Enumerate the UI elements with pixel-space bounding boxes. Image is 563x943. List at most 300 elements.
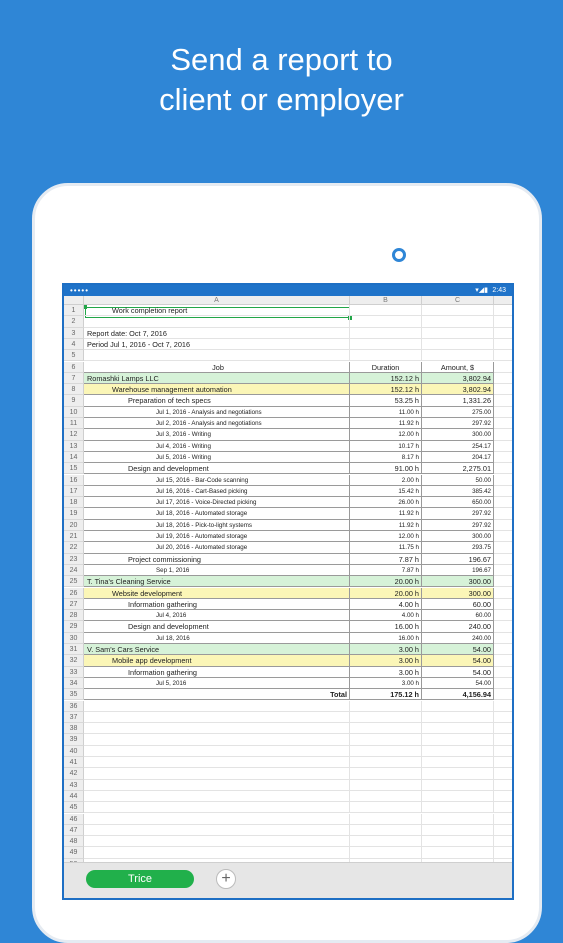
cell-a[interactable]: [84, 768, 350, 779]
cell-b[interactable]: 7.87 h: [350, 554, 422, 565]
cell-c[interactable]: 54.00: [422, 644, 494, 655]
row-number[interactable]: 4: [64, 339, 84, 350]
cell-d[interactable]: [494, 768, 514, 779]
cell-c[interactable]: 196.67: [422, 554, 494, 565]
cell-c[interactable]: 54.00: [422, 678, 494, 689]
cell-c[interactable]: [422, 780, 494, 791]
cell-d[interactable]: [494, 734, 514, 745]
cell-d[interactable]: [494, 780, 514, 791]
row-number[interactable]: 42: [64, 768, 84, 779]
cell-a[interactable]: Warehouse management automation: [84, 384, 350, 395]
cell-b[interactable]: [350, 836, 422, 847]
cell-d[interactable]: [494, 791, 514, 802]
cell-d[interactable]: [494, 441, 514, 452]
cell-d[interactable]: [494, 802, 514, 813]
cell-c[interactable]: 297.92: [422, 418, 494, 429]
table-row: [64, 746, 512, 757]
cell-a[interactable]: Jul 18, 2016 - Automated storage: [84, 508, 350, 519]
cell-b[interactable]: 16.00 h: [350, 633, 422, 644]
row-number[interactable]: 17: [64, 486, 84, 497]
row-number[interactable]: 38: [64, 723, 84, 734]
cell-c[interactable]: 385.42: [422, 486, 494, 497]
row-number[interactable]: 48: [64, 836, 84, 847]
cell-a[interactable]: [84, 316, 350, 327]
cell-a[interactable]: Design and development: [84, 621, 350, 632]
row-number[interactable]: 44: [64, 791, 84, 802]
cell-b[interactable]: [350, 316, 422, 327]
row-number[interactable]: 43: [64, 780, 84, 791]
cell-c[interactable]: [422, 791, 494, 802]
cell-d[interactable]: [494, 384, 514, 395]
cell-c[interactable]: 240.00: [422, 633, 494, 644]
table-row: [64, 384, 512, 395]
cell-b[interactable]: 3.00 h: [350, 678, 422, 689]
cell-c[interactable]: [422, 350, 494, 361]
cell-a[interactable]: Sep 1, 2016: [84, 565, 350, 576]
cell-c[interactable]: [422, 802, 494, 813]
cell-c[interactable]: 300.00: [422, 588, 494, 599]
table-row: [64, 633, 512, 644]
column-header-b[interactable]: B: [350, 296, 422, 305]
cell-b[interactable]: 11.75 h: [350, 542, 422, 553]
cell-d[interactable]: [494, 847, 514, 858]
cell-d[interactable]: [494, 814, 514, 825]
cell-d[interactable]: [494, 554, 514, 565]
cell-a[interactable]: [84, 746, 350, 757]
cell-a[interactable]: Period Jul 1, 2016 - Oct 7, 2016: [84, 339, 350, 350]
cell-b[interactable]: 10.17 h: [350, 441, 422, 452]
cell-b[interactable]: [350, 305, 422, 316]
cell-d[interactable]: [494, 418, 514, 429]
cell-c[interactable]: 240.00: [422, 621, 494, 632]
row-number[interactable]: 22: [64, 542, 84, 553]
cell-a[interactable]: Jul 1, 2016 - Analysis and negotiations: [84, 407, 350, 418]
cell-c[interactable]: 3,802.94: [422, 373, 494, 384]
table-row: [64, 486, 512, 497]
cell-b[interactable]: 20.00 h: [350, 588, 422, 599]
cell-b[interactable]: [350, 712, 422, 723]
status-time: 2:43: [492, 287, 506, 294]
cell-b[interactable]: 3.00 h: [350, 655, 422, 666]
cell-a[interactable]: Jul 4, 2016 - Writing: [84, 441, 350, 452]
cell-d[interactable]: [494, 508, 514, 519]
cell-a[interactable]: Mobile app development: [84, 655, 350, 666]
row-number[interactable]: 7: [64, 373, 84, 384]
cell-a[interactable]: Romashki Lamps LLC: [84, 373, 350, 384]
cell-d[interactable]: [494, 542, 514, 553]
cell-b[interactable]: 11.92 h: [350, 418, 422, 429]
cell-c[interactable]: [422, 768, 494, 779]
signal-battery-icon: ▾◢▮: [475, 287, 488, 294]
cell-c[interactable]: 300.00: [422, 429, 494, 440]
cell-d[interactable]: [494, 701, 514, 712]
table-row: [64, 497, 512, 508]
table-row: [64, 814, 512, 825]
cell-d[interactable]: [494, 689, 514, 700]
cell-b[interactable]: Duration: [350, 362, 422, 373]
cell-d[interactable]: [494, 316, 514, 327]
cell-c[interactable]: 60.00: [422, 599, 494, 610]
row-number[interactable]: 27: [64, 599, 84, 610]
cell-a[interactable]: Jul 20, 2016 - Automated storage: [84, 542, 350, 553]
cell-c[interactable]: 297.92: [422, 508, 494, 519]
cell-d[interactable]: [494, 678, 514, 689]
cell-d[interactable]: [494, 610, 514, 621]
cell-c[interactable]: [422, 847, 494, 858]
cell-d[interactable]: [494, 565, 514, 576]
cell-a[interactable]: Jul 18, 2016: [84, 633, 350, 644]
cell-c[interactable]: [422, 746, 494, 757]
row-number[interactable]: 31: [64, 644, 84, 655]
cell-a[interactable]: Jul 3, 2016 - Writing: [84, 429, 350, 440]
cell-b[interactable]: [350, 746, 422, 757]
cell-b[interactable]: [350, 328, 422, 339]
row-number[interactable]: 39: [64, 734, 84, 745]
row-number[interactable]: 49: [64, 847, 84, 858]
cell-d[interactable]: [494, 497, 514, 508]
corner-header[interactable]: [64, 296, 84, 305]
cell-a[interactable]: [84, 712, 350, 723]
row-number[interactable]: 9: [64, 395, 84, 406]
cell-c[interactable]: 293.75: [422, 542, 494, 553]
cell-a[interactable]: Website development: [84, 588, 350, 599]
cell-a[interactable]: [84, 836, 350, 847]
cell-b[interactable]: 12.00 h: [350, 429, 422, 440]
cell-a[interactable]: Jul 4, 2016: [84, 610, 350, 621]
cell-c[interactable]: 204.17: [422, 452, 494, 463]
headline-line-2: client or employer: [159, 82, 404, 117]
cell-d[interactable]: [494, 576, 514, 587]
cell-b[interactable]: 4.00 h: [350, 599, 422, 610]
column-header-a[interactable]: A: [84, 296, 350, 305]
add-sheet-button[interactable]: +: [216, 869, 236, 889]
table-row: [64, 316, 512, 327]
row-number[interactable]: 34: [64, 678, 84, 689]
cell-d[interactable]: [494, 621, 514, 632]
cell-b[interactable]: [350, 791, 422, 802]
table-row: [64, 825, 512, 836]
table-row: [64, 305, 512, 316]
cell-d[interactable]: [494, 305, 514, 316]
cell-b[interactable]: [350, 701, 422, 712]
cell-a[interactable]: [84, 814, 350, 825]
row-number[interactable]: 25: [64, 576, 84, 587]
cell-c[interactable]: [422, 701, 494, 712]
cell-c[interactable]: [422, 723, 494, 734]
cell-b[interactable]: 12.00 h: [350, 531, 422, 542]
table-row: [64, 599, 512, 610]
cell-d[interactable]: [494, 644, 514, 655]
cell-b[interactable]: [350, 734, 422, 745]
cell-d[interactable]: [494, 475, 514, 486]
cell-c[interactable]: [422, 328, 494, 339]
cell-d[interactable]: [494, 520, 514, 531]
row-number[interactable]: 45: [64, 802, 84, 813]
cell-c[interactable]: 50.00: [422, 475, 494, 486]
table-row: [64, 395, 512, 406]
row-number[interactable]: 33: [64, 667, 84, 678]
cell-d[interactable]: [494, 588, 514, 599]
cell-b[interactable]: [350, 339, 422, 350]
cell-c[interactable]: [422, 825, 494, 836]
row-number[interactable]: 20: [64, 520, 84, 531]
table-row: [64, 508, 512, 519]
table-row: [64, 407, 512, 418]
row-number[interactable]: 13: [64, 441, 84, 452]
cell-d[interactable]: [494, 712, 514, 723]
row-number[interactable]: 26: [64, 588, 84, 599]
cell-d[interactable]: [494, 667, 514, 678]
cell-c[interactable]: [422, 757, 494, 768]
row-number[interactable]: 32: [64, 655, 84, 666]
cell-a[interactable]: [84, 757, 350, 768]
cell-a[interactable]: Jul 19, 2016 - Automated storage: [84, 531, 350, 542]
cell-d[interactable]: [494, 486, 514, 497]
cell-b[interactable]: 11.92 h: [350, 520, 422, 531]
table-row: [64, 678, 512, 689]
cell-d[interactable]: [494, 429, 514, 440]
cell-b[interactable]: 152.12 h: [350, 373, 422, 384]
headline: [0, 40, 563, 120]
table-row: [64, 836, 512, 847]
row-number[interactable]: 11: [64, 418, 84, 429]
cell-b[interactable]: 16.00 h: [350, 621, 422, 632]
cell-a[interactable]: Jul 16, 2016 - Cart-Based picking: [84, 486, 350, 497]
cell-b[interactable]: [350, 825, 422, 836]
cell-b[interactable]: [350, 723, 422, 734]
cell-c[interactable]: 60.00: [422, 610, 494, 621]
cell-c[interactable]: [422, 814, 494, 825]
cell-b[interactable]: [350, 814, 422, 825]
row-number[interactable]: 47: [64, 825, 84, 836]
headline-line-1: Send a report to: [170, 42, 393, 77]
table-row: [64, 576, 512, 587]
row-number[interactable]: 14: [64, 452, 84, 463]
row-number[interactable]: 16: [64, 475, 84, 486]
table-row: [64, 610, 512, 621]
table-row: [64, 655, 512, 666]
table-row: [64, 689, 512, 700]
cell-a[interactable]: Jul 5, 2016 - Writing: [84, 452, 350, 463]
cell-b[interactable]: 11.92 h: [350, 508, 422, 519]
cell-d[interactable]: [494, 757, 514, 768]
cell-c[interactable]: [422, 836, 494, 847]
cell-d[interactable]: [494, 531, 514, 542]
cell-b[interactable]: 4.00 h: [350, 610, 422, 621]
table-row: [64, 802, 512, 813]
cell-b[interactable]: 11.00 h: [350, 407, 422, 418]
cell-c[interactable]: [422, 712, 494, 723]
cell-c[interactable]: Amount, $: [422, 362, 494, 373]
cell-c[interactable]: 254.17: [422, 441, 494, 452]
cell-c[interactable]: 1,331.26: [422, 395, 494, 406]
cell-c[interactable]: 54.00: [422, 655, 494, 666]
cell-c[interactable]: 297.92: [422, 520, 494, 531]
cell-b[interactable]: 3.00 h: [350, 644, 422, 655]
cell-b[interactable]: 15.42 h: [350, 486, 422, 497]
cell-a[interactable]: Total: [84, 689, 350, 700]
row-number[interactable]: 15: [64, 463, 84, 474]
cell-a[interactable]: [84, 791, 350, 802]
cell-a[interactable]: Job: [84, 362, 350, 373]
cell-c[interactable]: 275.00: [422, 407, 494, 418]
row-number[interactable]: 2: [64, 316, 84, 327]
sheet-tab-trice[interactable]: Trice: [86, 870, 194, 888]
cell-c[interactable]: 650.00: [422, 497, 494, 508]
table-row: [64, 362, 512, 373]
row-number[interactable]: 1: [64, 305, 84, 316]
table-row: [64, 565, 512, 576]
row-number[interactable]: 35: [64, 689, 84, 700]
row-number[interactable]: 12: [64, 429, 84, 440]
cell-a[interactable]: T. Tina's Cleaning Service: [84, 576, 350, 587]
cell-a[interactable]: Report date: Oct 7, 2016: [84, 328, 350, 339]
row-number[interactable]: 19: [64, 508, 84, 519]
row-number[interactable]: 8: [64, 384, 84, 395]
cell-d[interactable]: [494, 350, 514, 361]
cell-a[interactable]: Work completion report: [84, 305, 350, 316]
cell-d[interactable]: [494, 452, 514, 463]
cell-a[interactable]: [84, 780, 350, 791]
table-row: [64, 542, 512, 553]
table-row: [64, 350, 512, 361]
row-number[interactable]: 6: [64, 362, 84, 373]
cell-a[interactable]: [84, 847, 350, 858]
row-number[interactable]: 23: [64, 554, 84, 565]
row-number[interactable]: 10: [64, 407, 84, 418]
cell-b[interactable]: [350, 350, 422, 361]
cell-a[interactable]: Jul 18, 2016 - Pick-to-light systems: [84, 520, 350, 531]
cell-a[interactable]: Preparation of tech specs: [84, 395, 350, 406]
table-row: [64, 554, 512, 565]
table-row: [64, 520, 512, 531]
cell-a[interactable]: Jul 17, 2016 - Voice-Directed picking: [84, 497, 350, 508]
cell-b[interactable]: 26.00 h: [350, 497, 422, 508]
cell-a[interactable]: [84, 734, 350, 745]
cell-d[interactable]: [494, 373, 514, 384]
row-number[interactable]: 30: [64, 633, 84, 644]
row-number[interactable]: 29: [64, 621, 84, 632]
row-number[interactable]: 46: [64, 814, 84, 825]
cell-a[interactable]: [84, 723, 350, 734]
cell-a[interactable]: Jul 2, 2016 - Analysis and negotiations: [84, 418, 350, 429]
table-row: [64, 373, 512, 384]
status-bar: [64, 285, 512, 296]
cell-d[interactable]: [494, 825, 514, 836]
cell-b[interactable]: 53.25 h: [350, 395, 422, 406]
row-number[interactable]: 5: [64, 350, 84, 361]
table-row: [64, 723, 512, 734]
cell-d[interactable]: [494, 463, 514, 474]
cell-c[interactable]: 3,802.94: [422, 384, 494, 395]
table-row: [64, 780, 512, 791]
table-row: [64, 418, 512, 429]
row-number[interactable]: 3: [64, 328, 84, 339]
cell-b[interactable]: [350, 768, 422, 779]
table-row: [64, 734, 512, 745]
cell-b[interactable]: [350, 847, 422, 858]
cell-d[interactable]: [494, 746, 514, 757]
cell-d[interactable]: [494, 328, 514, 339]
cell-a[interactable]: Information gathering: [84, 667, 350, 678]
row-number[interactable]: 28: [64, 610, 84, 621]
table-row: [64, 463, 512, 474]
cell-b[interactable]: [350, 802, 422, 813]
table-row: [64, 339, 512, 350]
cell-c[interactable]: 300.00: [422, 576, 494, 587]
cell-d[interactable]: [494, 599, 514, 610]
table-row: [64, 588, 512, 599]
cell-c[interactable]: 196.67: [422, 565, 494, 576]
cell-b[interactable]: 2.00 h: [350, 475, 422, 486]
cell-c[interactable]: [422, 316, 494, 327]
row-number[interactable]: 40: [64, 746, 84, 757]
cell-b[interactable]: 3.00 h: [350, 667, 422, 678]
cell-d[interactable]: [494, 362, 514, 373]
cell-c[interactable]: 2,275.01: [422, 463, 494, 474]
table-row: [64, 791, 512, 802]
table-row: [64, 712, 512, 723]
cell-c[interactable]: [422, 339, 494, 350]
cell-b[interactable]: 20.00 h: [350, 576, 422, 587]
cell-d[interactable]: [494, 407, 514, 418]
table-row: [64, 768, 512, 779]
cell-a[interactable]: [84, 825, 350, 836]
row-number[interactable]: 41: [64, 757, 84, 768]
cell-c[interactable]: 54.00: [422, 667, 494, 678]
row-number[interactable]: 36: [64, 701, 84, 712]
row-number[interactable]: 37: [64, 712, 84, 723]
cell-b[interactable]: 152.12 h: [350, 384, 422, 395]
cell-a[interactable]: V. Sam's Cars Service: [84, 644, 350, 655]
cell-b[interactable]: 7.87 h: [350, 565, 422, 576]
cell-b[interactable]: 91.00 h: [350, 463, 422, 474]
camera-icon: [392, 248, 406, 262]
cell-c[interactable]: 300.00: [422, 531, 494, 542]
row-number[interactable]: 18: [64, 497, 84, 508]
cell-a[interactable]: Design and development: [84, 463, 350, 474]
cell-a[interactable]: [84, 802, 350, 813]
cell-c[interactable]: [422, 734, 494, 745]
cell-d[interactable]: [494, 395, 514, 406]
cell-d[interactable]: [494, 723, 514, 734]
cell-c[interactable]: [422, 305, 494, 316]
row-number[interactable]: 24: [64, 565, 84, 576]
cell-b[interactable]: [350, 757, 422, 768]
cell-a[interactable]: Information gathering: [84, 599, 350, 610]
cell-b[interactable]: 8.17 h: [350, 452, 422, 463]
table-row: [64, 644, 512, 655]
column-header-c[interactable]: C: [422, 296, 494, 305]
cell-a[interactable]: Project commissioning: [84, 554, 350, 565]
notification-dots-icon: •••••: [70, 286, 90, 295]
cell-b[interactable]: [350, 780, 422, 791]
cell-d[interactable]: [494, 339, 514, 350]
cell-a[interactable]: Jul 15, 2016 - Bar-Code scanning: [84, 475, 350, 486]
table-row: [64, 531, 512, 542]
cell-d[interactable]: [494, 836, 514, 847]
cell-d[interactable]: [494, 633, 514, 644]
table-row: [64, 757, 512, 768]
cell-a[interactable]: [84, 701, 350, 712]
cell-b[interactable]: 175.12 h: [350, 689, 422, 700]
cell-d[interactable]: [494, 655, 514, 666]
column-header-d[interactable]: [494, 296, 514, 305]
row-number[interactable]: 21: [64, 531, 84, 542]
cell-c[interactable]: 4,156.94: [422, 689, 494, 700]
cell-a[interactable]: [84, 350, 350, 361]
cell-a[interactable]: Jul 5, 2016: [84, 678, 350, 689]
